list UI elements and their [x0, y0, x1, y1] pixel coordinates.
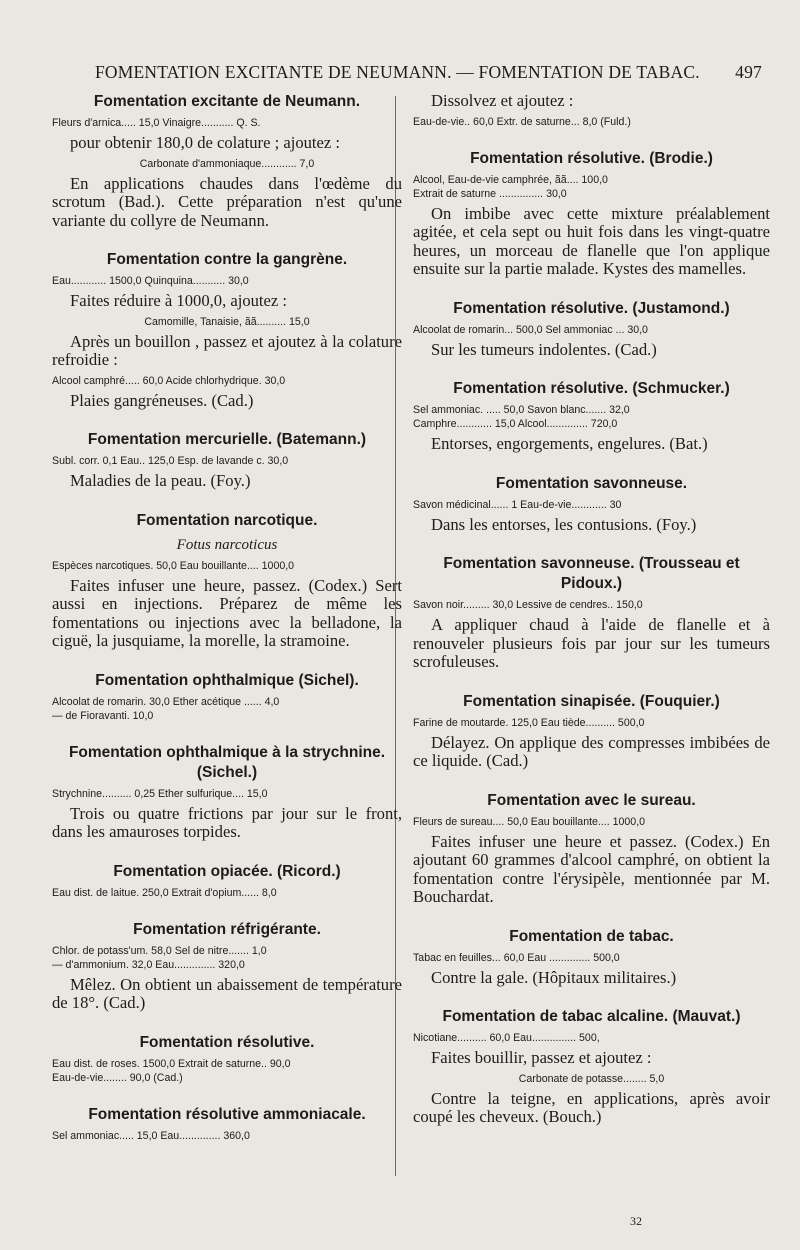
- ingredient-line: Farine de moutarde. 125,0 Eau tiède.......... 500,0: [413, 716, 645, 729]
- recipe-heading: Fomentation excitante de Neumann.: [93, 93, 361, 110]
- body-text: Contre la gale. (Hôpitaux militaires.): [431, 967, 677, 987]
- ingredient-line: Tabac en feuilles... 60,0 Eau .............. 500,0: [413, 951, 620, 964]
- recipe-heading: Fomentation de tabac alcaline. (Mauvat.): [442, 1008, 741, 1025]
- body-text: Trois ou quatre frictions par jour sur le front, dans les amauroses torpides.: [52, 803, 402, 841]
- recipe-heading: Fomentation savonneuse. (Trousseau et Pidoux.): [443, 555, 740, 592]
- recipe-heading: Fomentation résolutive.: [139, 1033, 315, 1051]
- recipe-heading: Fomentation ophthalmique (Sichel).: [95, 671, 359, 689]
- signature-mark: 32: [630, 1214, 642, 1228]
- body-text: Dissolvez et ajoutez :: [431, 91, 574, 110]
- recipe-heading: Fomentation mercurielle. (Batemann.): [87, 431, 367, 448]
- ingredient-line: Eau-de-vie.. 60,0 Extr. de saturne... 8,0 (Fuld.): [413, 115, 631, 128]
- body-text: pour obtenir 180,0 de colature ; ajoutez :: [70, 133, 341, 152]
- recipe-subheading: Fotus narcoticus: [176, 536, 278, 553]
- body-text: Faites infuser une heure et passez. (Codex.) En ajoutant 60 grammes d'alcool camphré, on obtient la fomentation contre l'érysipèle, mentionnée par M. Bouchardat.: [413, 831, 770, 906]
- body-text: Faites infuser une heure, passez. (Codex.) Sert aussi en injections. Préparez de même les fomentations ou injections avec la belladone, la ciguë, la jusquiame, la morelle, la stramoine.: [52, 575, 402, 650]
- recipe-heading: Fomentation sinapisée. (Fouquier.): [463, 692, 720, 710]
- ingredient-line: Subl. corr. 0,1 Eau.. 125,0 Esp. de lavande c. 30,0: [52, 455, 289, 467]
- recipe-heading: Fomentation de tabac.: [509, 927, 674, 945]
- ingredient-line: Savon médicinal...... 1 Eau-de-vie............ 30: [413, 498, 622, 511]
- ingredient-line: Sel ammoniac..... 15,0 Eau.............. 360,0: [52, 1129, 250, 1142]
- recipe-heading: Fomentation résolutive ammoniacale.: [88, 1105, 366, 1123]
- ingredient-line: Chlor. de potass'um. 58,0 Sel de nitre....... 1,0: [52, 944, 267, 957]
- recipe-heading: Fomentation ophthalmique à la strychnine. (Sichel.): [68, 743, 386, 781]
- ingredient-line: Strychnine.......... 0,25 Ether sulfurique.... 15,0: [52, 787, 268, 800]
- ingredient-line: Alcool, Eau-de-vie camphrée, ãã.... 100,0: [413, 173, 608, 186]
- ingredient-line: Alcool camphré..... 60,0 Acide chlorhydrique. 30,0: [52, 374, 286, 387]
- ingredient-line: Fleurs de sureau.... 50,0 Eau bouillante.... 1000,0: [413, 815, 646, 828]
- ingredient-line: Fleurs d'arnica..... 15,0 Vinaigre........... Q. S.: [52, 117, 261, 129]
- body-text: Maladies de la peau. (Foy.): [70, 471, 251, 490]
- recipe-heading: Fomentation narcotique.: [136, 511, 318, 529]
- recipe-heading: Fomentation résolutive. (Justamond.): [453, 299, 730, 317]
- ingredient-line: Eau-de-vie........ 90,0 (Cad.): [52, 1071, 183, 1084]
- ingredient-line: Alcoolat de romarin... 500,0 Sel ammoniac ... 30,0: [413, 323, 648, 336]
- running-head: [95, 62, 762, 83]
- ingredient-line: Sel ammoniac. ..... 50,0 Savon blanc....... 32,0: [413, 404, 630, 416]
- ingredient-line: Camphre............ 15,0 Alcool.............. 720,0: [413, 418, 618, 430]
- ingredient-line: Nicotiane.......... 60,0 Eau............... 500,: [413, 1032, 600, 1044]
- ingredient-line: Eau............ 1500,0 Quinquina........... 30,0: [52, 275, 249, 287]
- body-text: Dans les entorses, les contusions. (Foy.): [431, 514, 697, 534]
- ingredient-line: Espèces narcotiques. 50,0 Eau bouillante.... 1000,0: [52, 559, 295, 572]
- ingredient-line: Extrait de saturne ............... 30,0: [413, 187, 567, 200]
- body-text: Délayez. On applique des compresses imbibées de ce liquide. (Cad.): [413, 732, 770, 770]
- running-head-title: FOMENTATION EXCITANTE DE NEUMANN. — FOMENTATION DE TABAC.: [95, 62, 700, 82]
- body-text: Faites bouillir, passez et ajoutez :: [431, 1048, 652, 1067]
- body-text: Entorses, engorgements, engelures. (Bat.): [431, 434, 708, 453]
- ingredient-line: Eau dist. de roses. 1500,0 Extrait de saturne.. 90,0: [52, 1057, 291, 1070]
- recipe-heading: Fomentation résolutive. (Schmucker.): [453, 380, 730, 397]
- page-number: 497: [735, 62, 762, 82]
- body-text: Mêlez. On obtient un abaissement de température de 18°. (Cad.): [52, 974, 402, 1012]
- ingredient-line: Eau dist. de laitue. 250,0 Extrait d'opium...... 8,0: [52, 886, 277, 899]
- left-column: [52, 92, 402, 1147]
- recipe-heading: Fomentation contre la gangrène.: [106, 251, 348, 268]
- body-text: En applications chaudes dans l'œdème du scrotum (Bad.). Cette préparation n'est qu'une variante du collyre de Neumann.: [52, 173, 402, 230]
- ingredient-line: Savon noir......... 30,0 Lessive de cendres.. 150,0: [413, 599, 643, 611]
- body-text: A appliquer chaud à l'aide de flanelle et à renouveler plusieurs fois par jour sur les tumeurs scrofuleuses.: [413, 615, 770, 671]
- right-column: [413, 92, 770, 1131]
- ingredient-line: — d'ammonium. 32,0 Eau.............. 320,0: [52, 958, 245, 971]
- body-text: On imbibe avec cette mixture préalablement agitée, et cela sept ou huit fois dans les vingt-quatre heures, un morceau de flanelle que l'on applique ensuite sur la partie malade. Kystes des mamelles.: [413, 203, 770, 278]
- ingredient-line: Carbonate d'ammoniaque............ 7,0: [139, 157, 315, 170]
- ingredient-line: Alcoolat de romarin. 30,0 Ether acétique ...... 4,0: [52, 695, 280, 708]
- recipe-heading: Fomentation résolutive. (Brodie.): [470, 149, 713, 167]
- body-text: Plaies gangréneuses. (Cad.): [70, 390, 254, 410]
- body-text: Sur les tumeurs indolentes. (Cad.): [431, 339, 657, 359]
- ingredient-line: — de Fioravanti. 10,0: [52, 709, 154, 722]
- ingredient-line: Camomille, Tanaisie, ãã.......... 15,0: [144, 315, 310, 328]
- recipe-heading: Fomentation savonneuse.: [495, 474, 688, 492]
- body-text: Contre la teigne, en applications, après avoir coupé les cheveux. (Bouch.): [413, 1088, 770, 1126]
- body-text: Faites réduire à 1000,0, ajoutez :: [70, 291, 288, 310]
- recipe-heading: Fomentation avec le sureau.: [487, 791, 696, 809]
- body-text: Après un bouillon , passez et ajoutez à la colature refroidie :: [52, 331, 402, 369]
- ingredient-line: Carbonate de potasse........ 5,0: [518, 1072, 665, 1085]
- recipe-heading: Fomentation réfrigérante.: [133, 920, 321, 938]
- recipe-heading: Fomentation opiacée. (Ricord.): [113, 862, 341, 880]
